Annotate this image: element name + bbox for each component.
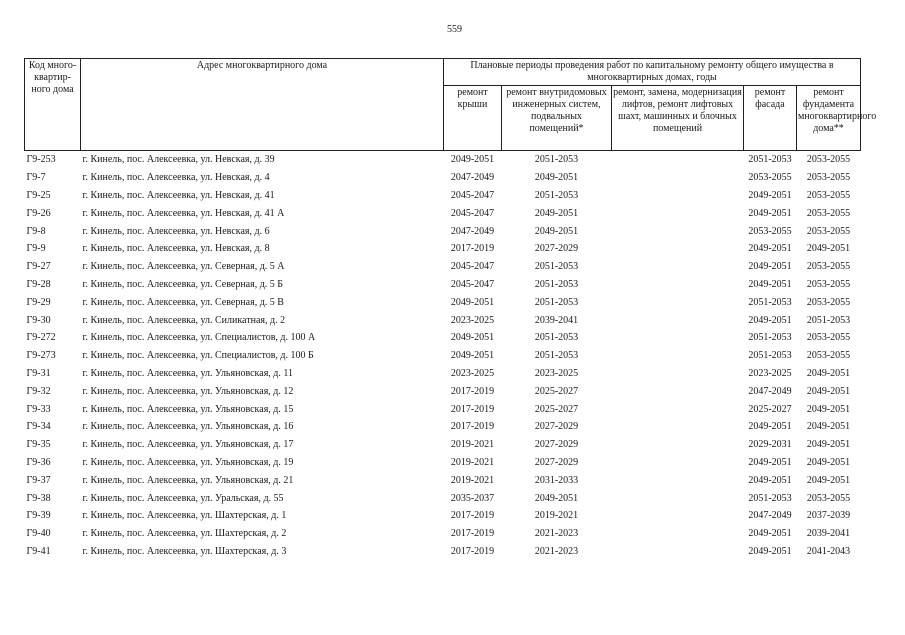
cell-elevators [612,204,744,222]
table-row [25,507,861,525]
cell-elevators [612,471,744,489]
cell-elevators [612,436,744,454]
cell-roof: 2023-2025 [450,314,495,326]
cell-address: г. Кинель, пос. Алексеевка, ул. Невская, д. 39 [82,154,275,166]
cell-facade: 2047-2049 [748,510,792,522]
table-row [25,151,861,169]
cell-code: Г9-31 [26,367,51,379]
cell-engineering: 2049-2051 [534,225,579,237]
header-periods: Плановые периоды проведения работ по капитальному ремонту общего имущества в многоквартирных домах, годы [444,59,861,86]
cell-elevators [612,365,744,383]
cell-roof: 2049-2051 [450,332,495,344]
header-elevators: ремонт, замена, модернизация лифтов, ремонт лифтовых шахт, машинных и блочных помещений [612,86,744,151]
cell-foundation: 2049-2051 [806,243,851,255]
cell-code: Г9-32 [26,385,51,397]
cell-engineering: 2027-2029 [534,456,579,468]
table-row [25,293,861,311]
table-header [25,59,877,151]
table-row [25,276,861,294]
cell-engineering: 2051-2053 [534,296,579,308]
table-row [25,471,861,489]
cell-address: г. Кинель, пос. Алексеевка, ул. Невская, д. 6 [82,225,270,237]
cell-engineering: 2027-2029 [534,421,579,433]
cell-address: г. Кинель, пос. Алексеевка, ул. Невская, д. 4 [82,172,270,184]
cell-elevators [612,169,744,187]
cell-facade: 2051-2053 [748,296,792,308]
cell-address: г. Кинель, пос. Алексеевка, ул. Северная, д. 5 А [82,261,285,273]
cell-foundation: 2053-2055 [806,492,851,504]
cell-facade: 2051-2053 [748,332,792,344]
cell-facade: 2049-2051 [748,243,792,255]
cell-code: Г9-30 [26,314,51,326]
cell-foundation: 2049-2051 [806,421,851,433]
cell-address: г. Кинель, пос. Алексеевка, ул. Специалистов, д. 100 Б [82,350,314,362]
cell-foundation: 2053-2055 [806,207,851,219]
repair-schedule-table [24,58,877,560]
table-row [25,240,861,258]
cell-elevators [612,454,744,472]
cell-elevators [612,151,744,169]
cell-code: Г9-7 [26,172,46,184]
cell-roof: 2045-2047 [450,278,495,290]
table-row [25,258,861,276]
header-address: Адрес многоквартирного дома [81,59,444,151]
cell-address: г. Кинель, пос. Алексеевка, ул. Шахтерская, д. 3 [82,545,287,557]
cell-foundation: 2049-2051 [806,474,851,486]
cell-code: Г9-25 [26,189,51,201]
cell-elevators [612,507,744,525]
cell-address: г. Кинель, пос. Алексеевка, ул. Шахтерская, д. 1 [82,510,287,522]
cell-facade: 2029-2031 [748,439,792,451]
cell-facade: 2049-2051 [748,456,792,468]
cell-roof: 2023-2025 [450,367,495,379]
cell-address: г. Кинель, пос. Алексеевка, ул. Ульяновская, д. 17 [82,439,294,451]
cell-address: г. Кинель, пос. Алексеевка, ул. Ульяновская, д. 21 [82,474,294,486]
cell-roof: 2019-2021 [450,439,495,451]
cell-roof: 2049-2051 [450,350,495,362]
header-facade: ремонт фасада [744,86,797,151]
cell-engineering: 2023-2025 [534,367,579,379]
cell-facade: 2049-2051 [748,278,792,290]
cell-code: Г9-38 [26,492,51,504]
cell-elevators [612,400,744,418]
cell-roof: 2045-2047 [450,261,495,273]
cell-facade: 2051-2053 [748,492,792,504]
cell-facade: 2051-2053 [748,350,792,362]
cell-facade: 2025-2027 [748,403,792,415]
cell-facade: 2023-2025 [748,367,792,379]
cell-elevators [612,311,744,329]
cell-elevators [612,347,744,365]
cell-foundation: 2053-2055 [806,225,851,237]
cell-engineering: 2051-2053 [534,261,579,273]
cell-roof: 2019-2021 [450,456,495,468]
cell-address: г. Кинель, пос. Алексеевка, ул. Невская, д. 41 [82,189,275,201]
cell-code: Г9-35 [26,439,51,451]
cell-roof: 2045-2047 [450,207,495,219]
cell-elevators [612,222,744,240]
table-row [25,454,861,472]
cell-address: г. Кинель, пос. Алексеевка, ул. Ульяновская, д. 12 [82,385,294,397]
cell-facade: 2049-2051 [748,545,792,557]
cell-elevators [612,240,744,258]
cell-address: г. Кинель, пос. Алексеевка, ул. Уральская, д. 55 [82,492,284,504]
cell-elevators [612,382,744,400]
cell-code: Г9-26 [26,207,51,219]
cell-engineering: 2021-2023 [534,528,579,540]
cell-engineering: 2027-2029 [534,243,579,255]
cell-code: Г9-36 [26,456,51,468]
cell-roof: 2047-2049 [450,225,495,237]
cell-code: Г9-40 [26,528,51,540]
cell-address: г. Кинель, пос. Алексеевка, ул. Ульяновская, д. 15 [82,403,294,415]
cell-foundation: 2049-2051 [806,456,851,468]
cell-address: г. Кинель, пос. Алексеевка, ул. Северная, д. 5 Б [82,278,284,290]
cell-code: Г9-27 [26,261,51,273]
cell-roof: 2019-2021 [450,474,495,486]
header-roof: ремонт крыши [444,86,502,151]
cell-foundation: 2049-2051 [806,367,851,379]
cell-engineering: 2027-2029 [534,439,579,451]
cell-foundation: 2037-2039 [806,510,851,522]
cell-engineering: 2051-2053 [534,278,579,290]
cell-code: Г9-37 [26,474,51,486]
cell-facade: 2049-2051 [748,314,792,326]
cell-elevators [612,525,744,543]
cell-address: г. Кинель, пос. Алексеевка, ул. Ульяновская, д. 11 [82,367,294,379]
header-engineering: ремонт внутридомовых инженерных систем, подвальных помещений* [502,86,612,151]
cell-engineering: 2051-2053 [534,350,579,362]
cell-engineering: 2049-2051 [534,207,579,219]
cell-code: Г9-28 [26,278,51,290]
cell-engineering: 2051-2053 [534,189,579,201]
cell-foundation: 2053-2055 [806,296,851,308]
cell-foundation: 2041-2043 [806,545,851,557]
cell-roof: 2035-2037 [450,492,495,504]
table-row [25,329,861,347]
cell-foundation: 2053-2055 [806,172,851,184]
cell-roof: 2017-2019 [450,243,495,255]
cell-facade: 2049-2051 [748,207,792,219]
cell-engineering: 2025-2027 [534,403,579,415]
cell-code: Г9-41 [26,545,51,557]
cell-foundation: 2039-2041 [806,528,851,540]
cell-facade: 2053-2055 [748,172,792,184]
cell-roof: 2047-2049 [450,172,495,184]
page-number: 559 [447,24,462,35]
cell-roof: 2049-2051 [450,296,495,308]
cell-foundation: 2049-2051 [806,403,851,415]
cell-address: г. Кинель, пос. Алексеевка, ул. Специалистов, д. 100 А [82,332,316,344]
cell-facade: 2049-2051 [748,189,792,201]
cell-engineering: 2051-2053 [534,332,579,344]
table-row [25,347,861,365]
cell-code: Г9-8 [26,225,46,237]
table-row [25,436,861,454]
cell-address: г. Кинель, пос. Алексеевка, ул. Шахтерская, д. 2 [82,528,287,540]
header-foundation: ремонт фундамента многоквартирного дома** [797,86,861,151]
cell-foundation: 2053-2055 [806,261,851,273]
cell-roof: 2017-2019 [450,385,495,397]
cell-roof: 2017-2019 [450,545,495,557]
cell-roof: 2045-2047 [450,189,495,201]
cell-address: г. Кинель, пос. Алексеевка, ул. Невская, д. 41 А [82,207,285,219]
cell-elevators [612,276,744,294]
cell-roof: 2017-2019 [450,510,495,522]
cell-roof: 2049-2051 [450,154,495,166]
table-row [25,489,861,507]
cell-engineering: 2019-2021 [534,510,579,522]
cell-foundation: 2053-2055 [806,189,851,201]
cell-facade: 2051-2053 [748,154,792,166]
cell-foundation: 2049-2051 [806,439,851,451]
cell-roof: 2017-2019 [450,528,495,540]
cell-engineering: 2049-2051 [534,172,579,184]
table-row [25,169,861,187]
cell-code: Г9-272 [26,332,56,344]
cell-code: Г9-29 [26,296,51,308]
cell-facade: 2049-2051 [748,421,792,433]
table-row [25,204,861,222]
table-row [25,222,861,240]
cell-code: Г9-33 [26,403,51,415]
cell-elevators [612,258,744,276]
cell-elevators [612,418,744,436]
cell-engineering: 2025-2027 [534,385,579,397]
cell-code: Г9-253 [26,154,56,166]
cell-foundation: 2053-2055 [806,332,851,344]
cell-engineering: 2049-2051 [534,492,579,504]
cell-address: г. Кинель, пос. Алексеевка, ул. Ульяновская, д. 19 [82,456,294,468]
table-body [25,151,861,561]
table-row [25,382,861,400]
cell-elevators [612,329,744,347]
cell-address: г. Кинель, пос. Алексеевка, ул. Северная, д. 5 В [82,296,284,308]
table-row [25,311,861,329]
table-row [25,525,861,543]
cell-code: Г9-34 [26,421,51,433]
cell-facade: 2047-2049 [748,385,792,397]
cell-elevators [612,293,744,311]
cell-code: Г9-39 [26,510,51,522]
cell-facade: 2049-2051 [748,474,792,486]
table-row [25,418,861,436]
cell-facade: 2049-2051 [748,261,792,273]
cell-code: Г9-273 [26,350,56,362]
cell-address: г. Кинель, пос. Алексеевка, ул. Невская, д. 8 [82,243,270,255]
cell-address: г. Кинель, пос. Алексеевка, ул. Ульяновская, д. 16 [82,421,294,433]
cell-code: Г9-9 [26,243,46,255]
cell-elevators [612,489,744,507]
table-row [25,187,861,205]
cell-foundation: 2053-2055 [806,154,851,166]
cell-engineering: 2051-2053 [534,154,579,166]
cell-foundation: 2053-2055 [806,350,851,362]
header-code: Код много-квартир-ного дома [25,59,81,151]
cell-elevators [612,543,744,561]
cell-foundation: 2051-2053 [806,314,851,326]
cell-engineering: 2031-2033 [534,474,579,486]
cell-foundation: 2049-2051 [806,385,851,397]
table-row [25,365,861,383]
cell-facade: 2053-2055 [748,225,792,237]
cell-roof: 2017-2019 [450,403,495,415]
cell-engineering: 2039-2041 [534,314,579,326]
cell-roof: 2017-2019 [450,421,495,433]
table-row [25,543,861,561]
table-row [25,400,861,418]
cell-engineering: 2021-2023 [534,545,579,557]
cell-foundation: 2053-2055 [806,278,851,290]
cell-elevators [612,187,744,205]
cell-facade: 2049-2051 [748,528,792,540]
cell-address: г. Кинель, пос. Алексеевка, ул. Силикатная, д. 2 [82,314,286,326]
